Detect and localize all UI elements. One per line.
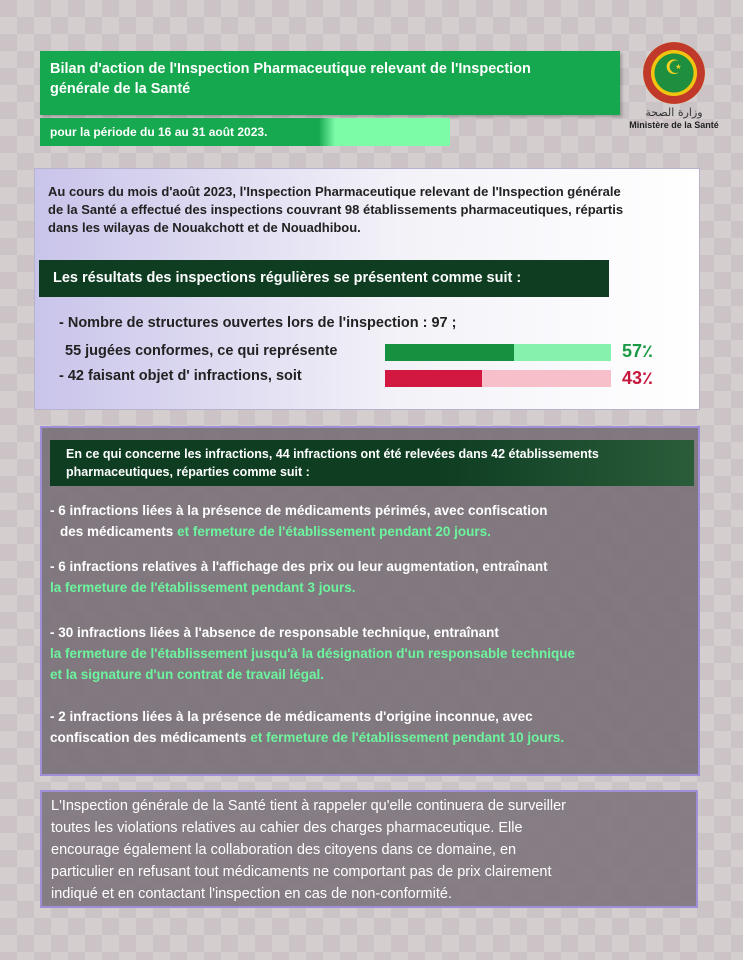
item-sanction: la fermeture de l'établissement jusqu'à la désignation d'un responsable technique bbox=[50, 646, 576, 661]
intro-paragraph bbox=[48, 183, 688, 237]
report-title-line1: Bilan d'action de l'Inspection Pharmaceutique relevant de l'Inspection bbox=[50, 61, 531, 77]
infraction-item-expired bbox=[50, 500, 698, 542]
infraction-text: - 42 faisant objet d' infractions, soit bbox=[59, 368, 302, 384]
results-panel bbox=[34, 168, 700, 410]
item-text: des médicaments bbox=[60, 524, 174, 539]
closing-line: toutes les violations relatives au cahier des charges pharmaceutique. Elle bbox=[51, 820, 523, 836]
closing-line: particulier en refusant tout médicaments ne comportant pas de prix clairement bbox=[51, 864, 552, 880]
infraction-item-prices bbox=[50, 556, 698, 598]
infraction-percentage: 43٪ bbox=[622, 368, 654, 388]
infraction-item-unknown-origin bbox=[50, 706, 698, 748]
intro-line: de la Santé a effectué des inspections couvrant 98 établissements pharmaceutiques, répartis bbox=[48, 202, 624, 217]
item-line: - 30 infractions liées à l'absence de responsable technique, entraînant bbox=[50, 625, 499, 640]
report-period: pour la période du 16 au 31 août 2023. bbox=[40, 118, 450, 146]
closing-panel bbox=[40, 790, 698, 908]
infractions-panel bbox=[40, 426, 700, 776]
conform-bar bbox=[385, 344, 611, 361]
item-sanction: et fermeture de l'établissement pendant 10 jours. bbox=[250, 730, 565, 745]
closing-line: encourage également la collaboration des citoyens dans ce domaine, en bbox=[51, 842, 517, 858]
report-title bbox=[40, 51, 620, 115]
closing-line: L'Inspection générale de la Santé tient à rappeler qu'elle continuera de surveiller bbox=[51, 798, 566, 814]
ministry-seal-icon bbox=[643, 42, 705, 104]
report-title-line2: générale de la Santé bbox=[50, 81, 191, 97]
item-line: - 6 infractions relatives à l'affichage des prix ou leur augmentation, entraînant bbox=[50, 559, 548, 574]
infractions-heading bbox=[50, 440, 694, 486]
conform-bar-fill bbox=[385, 344, 514, 361]
conform-percentage: 57٪ bbox=[622, 341, 654, 361]
item-sanction: et la signature d'un contrat de travail légal. bbox=[50, 667, 325, 682]
intro-line: dans les wilayas de Nouakchott et de Nouadhibou. bbox=[48, 220, 361, 235]
conform-text: 55 jugées conformes, ce qui représente bbox=[65, 343, 338, 359]
item-line: - 2 infractions liées à la présence de médicaments d'origine inconnue, avec bbox=[50, 709, 533, 724]
star-crescent-icon: ☪ bbox=[665, 57, 683, 79]
results-heading: Les résultats des inspections régulières se présentent comme suit : bbox=[39, 260, 609, 297]
item-sanction: la fermeture de l'établissement pendant 3 jours. bbox=[50, 580, 356, 595]
logo-arabic-text: وزارة الصحة bbox=[645, 106, 703, 119]
closing-paragraph bbox=[51, 795, 699, 905]
item-line bbox=[50, 521, 698, 542]
infraction-bar bbox=[385, 370, 611, 387]
infraction-bar-fill bbox=[385, 370, 482, 387]
item-line: - 6 infractions liées à la présence de médicaments périmés, avec confiscation bbox=[50, 503, 548, 518]
ministry-logo bbox=[626, 42, 722, 138]
infractions-heading-line: pharmaceutiques, réparties comme suit : bbox=[66, 465, 310, 479]
item-text: confiscation des médicaments bbox=[50, 730, 247, 745]
infractions-heading-line: En ce qui concerne les infractions, 44 infractions ont été relevées dans 42 établissements bbox=[66, 447, 599, 461]
item-line bbox=[50, 727, 698, 748]
infraction-item-technical-manager bbox=[50, 622, 698, 685]
total-structures-text: - Nombre de structures ouvertes lors de l'inspection : 97 ; bbox=[59, 315, 457, 331]
item-sanction: et fermeture de l'établissement pendant 20 jours. bbox=[177, 524, 491, 539]
logo-french-text: Ministère de la Santé bbox=[629, 120, 719, 130]
intro-line: Au cours du mois d'août 2023, l'Inspection Pharmaceutique relevant de l'Inspection générale bbox=[48, 184, 621, 199]
closing-line: indiqué et en contactant l'inspection en cas de non-conformité. bbox=[51, 886, 452, 902]
